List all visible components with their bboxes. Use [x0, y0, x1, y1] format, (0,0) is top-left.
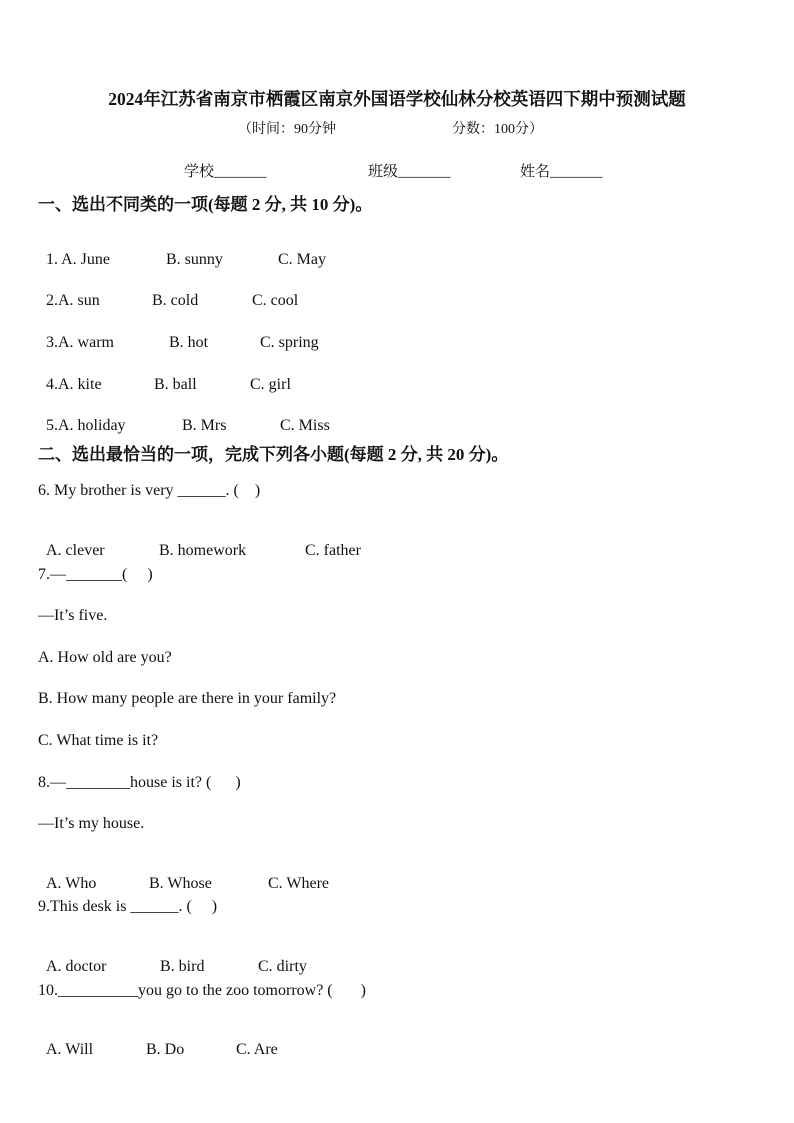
option-b: B. hot	[169, 334, 209, 351]
option-a: 4.A. kite	[46, 376, 102, 393]
class-field: 班级_______	[368, 164, 451, 180]
name-field: 姓名_______	[520, 164, 603, 180]
exam-time: （时间：90分钟	[238, 122, 336, 137]
question-5	[38, 399, 330, 435]
section2-heading: 二、选出最恰当的一项，完成下列各小题(每题 2 分, 共 20 分)。	[38, 445, 509, 464]
option-c: C. cool	[252, 292, 299, 309]
option-c: C. Miss	[280, 417, 330, 434]
question-10: 10.__________you go to the zoo tomorrow? ( )	[38, 982, 366, 999]
question-1	[38, 233, 326, 269]
option-b: B. Do	[146, 1041, 185, 1058]
option-c: C. father	[305, 542, 361, 559]
question-4	[38, 358, 291, 394]
exam-score: 分数：100分）	[452, 122, 543, 137]
question-8-answer: —It’s my house.	[38, 815, 145, 832]
option-a: 3.A. warm	[46, 334, 114, 351]
question-8-options	[38, 857, 329, 893]
question-9-options	[38, 940, 307, 976]
option-a: 1. A. June	[46, 251, 110, 268]
option-c: C. girl	[250, 376, 291, 393]
option-c: C. spring	[260, 334, 319, 351]
question-9: 9.This desk is ______. ( )	[38, 898, 218, 915]
question-10-options	[38, 1023, 278, 1059]
option-b: B. bird	[160, 958, 205, 975]
question-7-option-c: C. What time is it?	[38, 732, 159, 749]
school-field: 学校_______	[184, 164, 267, 180]
option-b: B. ball	[154, 376, 197, 393]
question-7-option-a: A. How old are you?	[38, 649, 172, 666]
option-b: B. Whose	[149, 875, 212, 892]
option-b: B. sunny	[166, 251, 223, 268]
question-7-option-b: B. How many people are there in your family?	[38, 690, 337, 707]
section1-heading: 一、选出不同类的一项(每题 2 分, 共 10 分)。	[38, 195, 373, 214]
question-2	[38, 274, 298, 310]
option-b: B. Mrs	[182, 417, 227, 434]
option-a: A. Who	[46, 875, 97, 892]
option-a: A. clever	[46, 542, 105, 559]
option-c: C. May	[278, 251, 326, 268]
question-7: 7.—_______( )	[38, 566, 153, 583]
question-8: 8.—________house is it? ( )	[38, 774, 241, 791]
option-c: C. Are	[236, 1041, 278, 1058]
option-a: A. doctor	[46, 958, 107, 975]
question-3	[38, 316, 319, 352]
option-b: B. homework	[159, 542, 247, 559]
question-6: 6. My brother is very ______. ( )	[38, 482, 261, 499]
option-a: A. Will	[46, 1041, 94, 1058]
option-a: 5.A. holiday	[46, 417, 126, 434]
option-a: 2.A. sun	[46, 292, 100, 309]
option-c: C. Where	[268, 875, 330, 892]
question-7-answer: —It’s five.	[38, 607, 108, 624]
option-b: B. cold	[152, 292, 199, 309]
question-6-options	[38, 524, 361, 560]
option-c: C. dirty	[258, 958, 307, 975]
page-title: 2024年江苏省南京市栖霞区南京外国语学校仙林分校英语四下期中预测试题	[108, 89, 686, 109]
